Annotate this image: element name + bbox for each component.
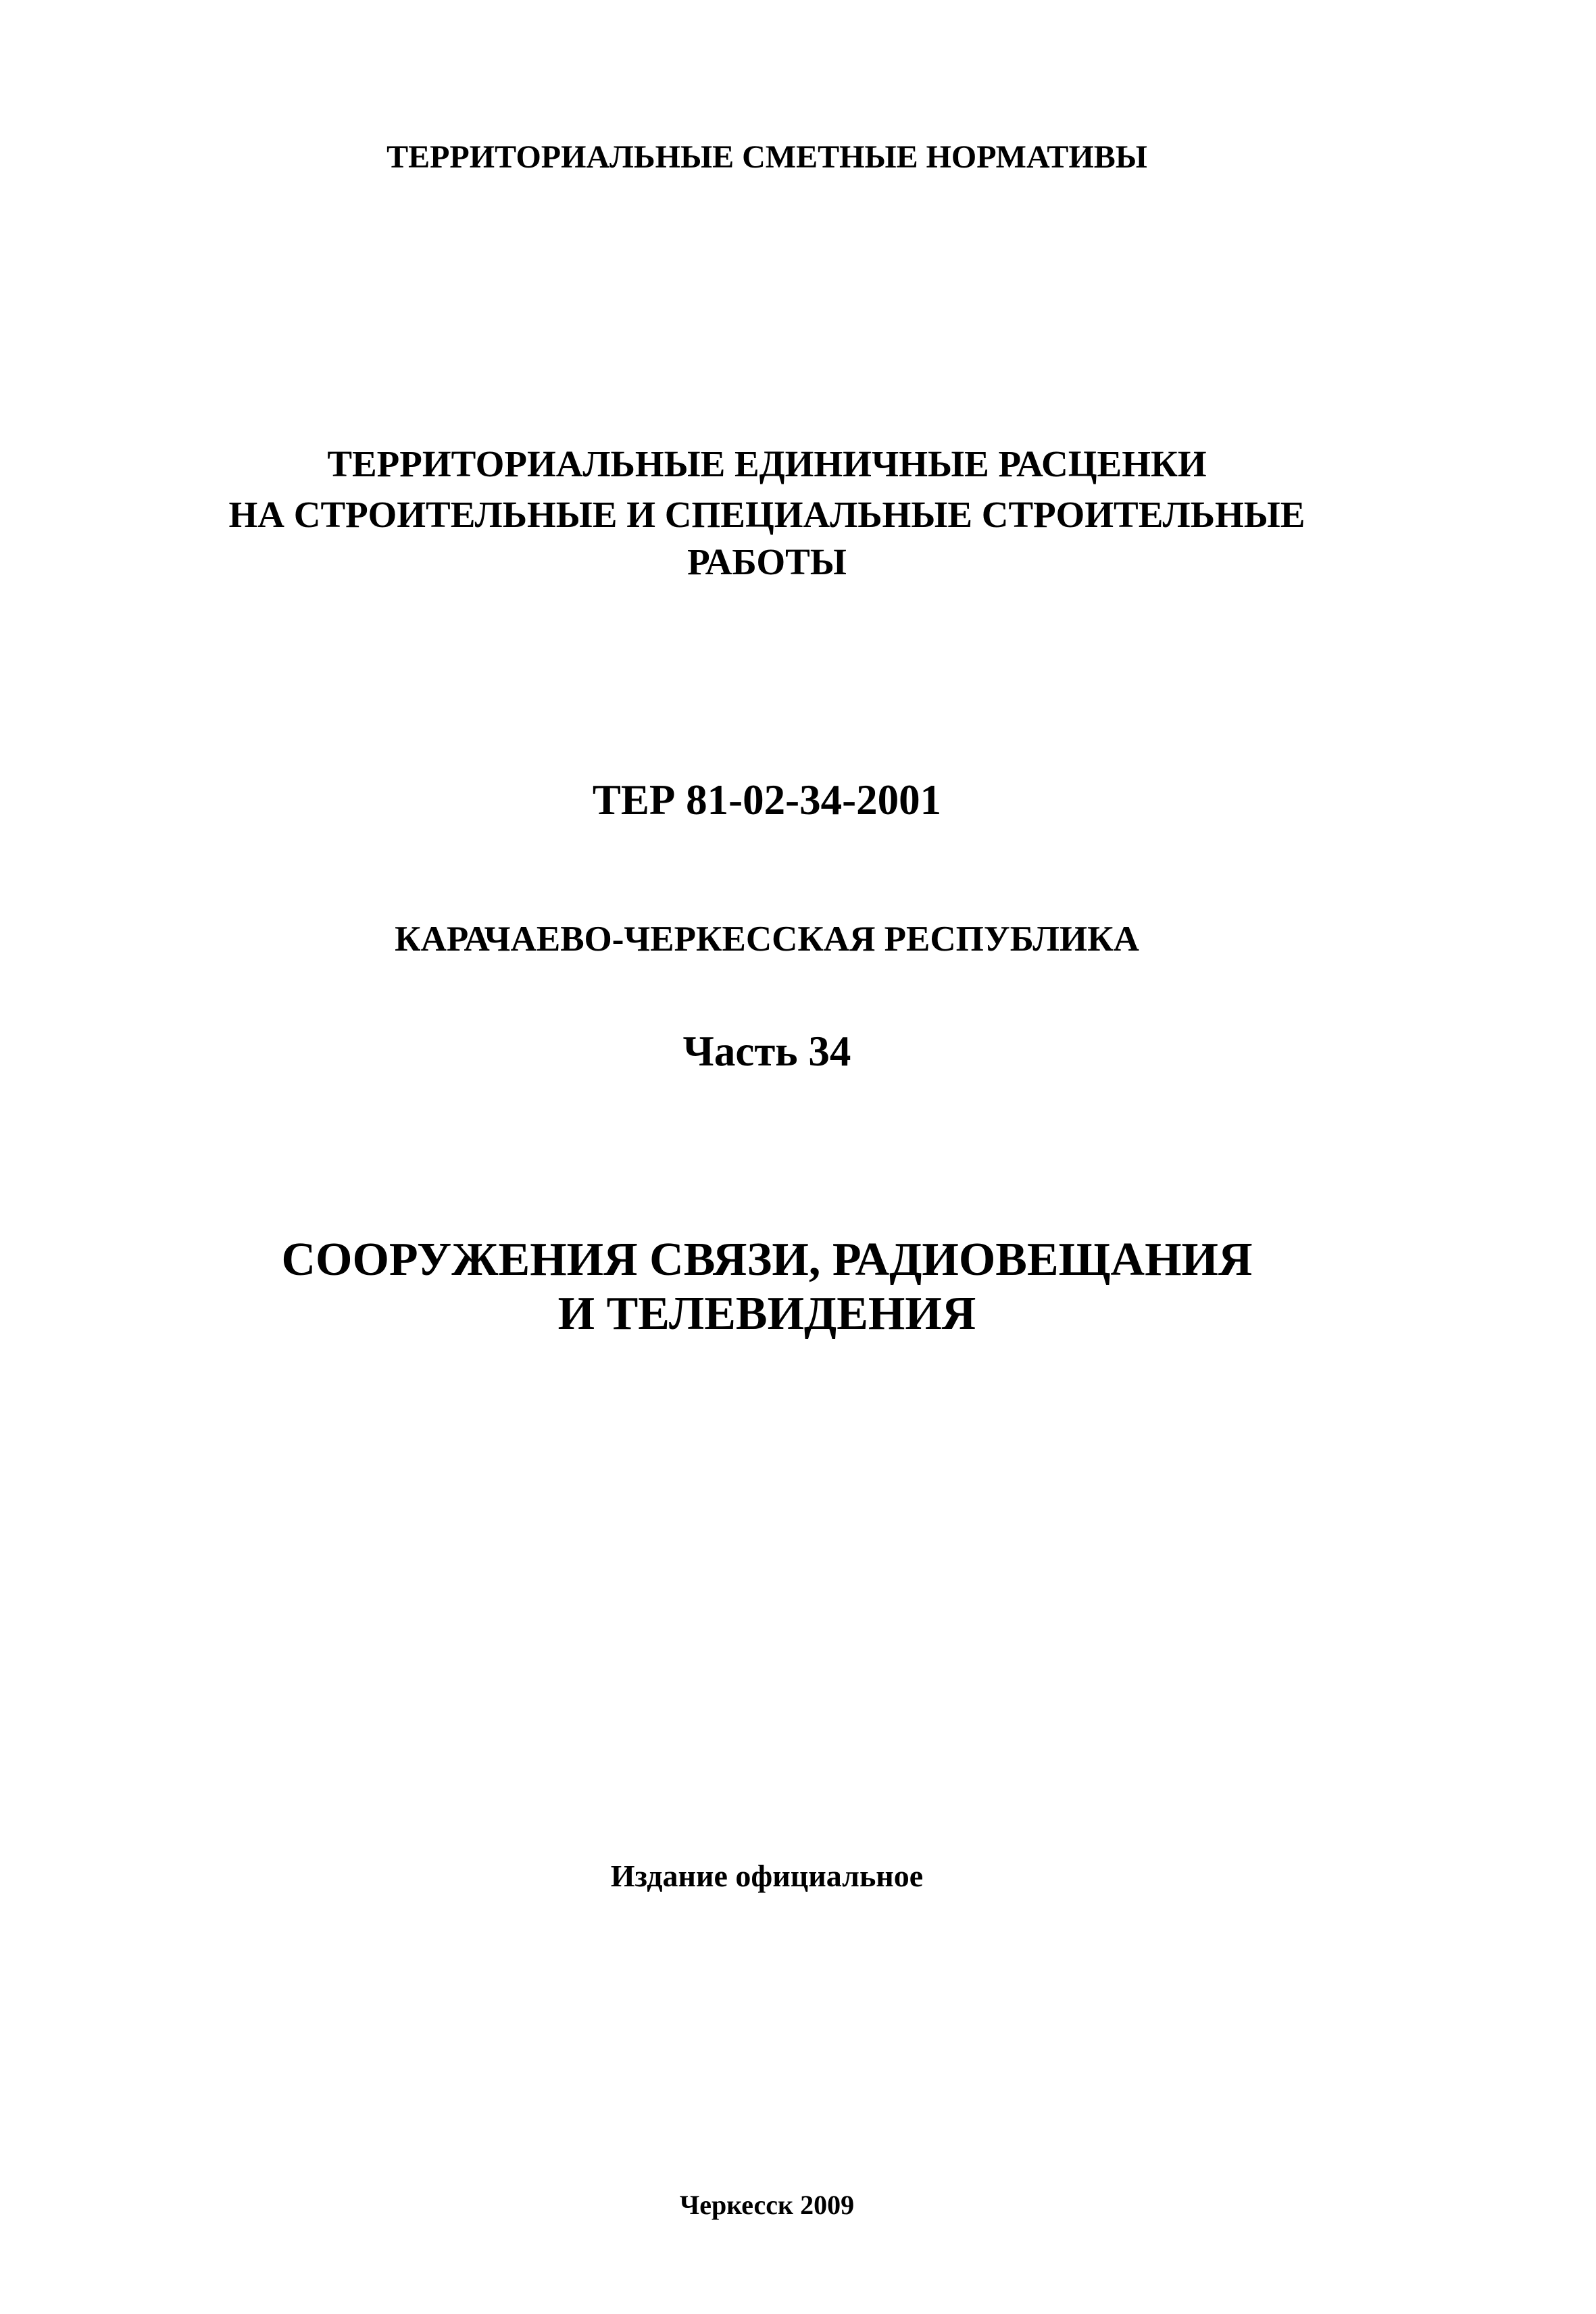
city-year: Черкесск 2009 [679, 2190, 855, 2220]
document-title-line-1: ТЕРРИТОРИАЛЬНЫЕ ЕДИНИЧНЫЕ РАСЦЕНКИ [327, 443, 1207, 484]
section-title-line-1: СООРУЖЕНИЯ СВЯЗИ, РАДИОВЕЩАНИЯ [281, 1234, 1253, 1286]
document-title-line-2: НА СТРОИТЕЛЬНЫЕ И СПЕЦИАЛЬНЫЕ СТРОИТЕЛЬНЫЕ [228, 494, 1305, 535]
document-header: ТЕРРИТОРИАЛЬНЫЕ СМЕТНЫЕ НОРМАТИВЫ [386, 139, 1147, 175]
part-number: Часть 34 [682, 1028, 851, 1075]
section-title-line-2: И ТЕЛЕВИДЕНИЯ [557, 1288, 976, 1340]
document-code: ТЕР 81-02-34-2001 [592, 776, 942, 824]
region-name: КАРАЧАЕВО-ЧЕРКЕССКАЯ РЕСПУБЛИКА [395, 920, 1139, 959]
edition-label: Издание официальное [610, 1859, 924, 1893]
document-title-line-3: РАБОТЫ [687, 541, 847, 582]
